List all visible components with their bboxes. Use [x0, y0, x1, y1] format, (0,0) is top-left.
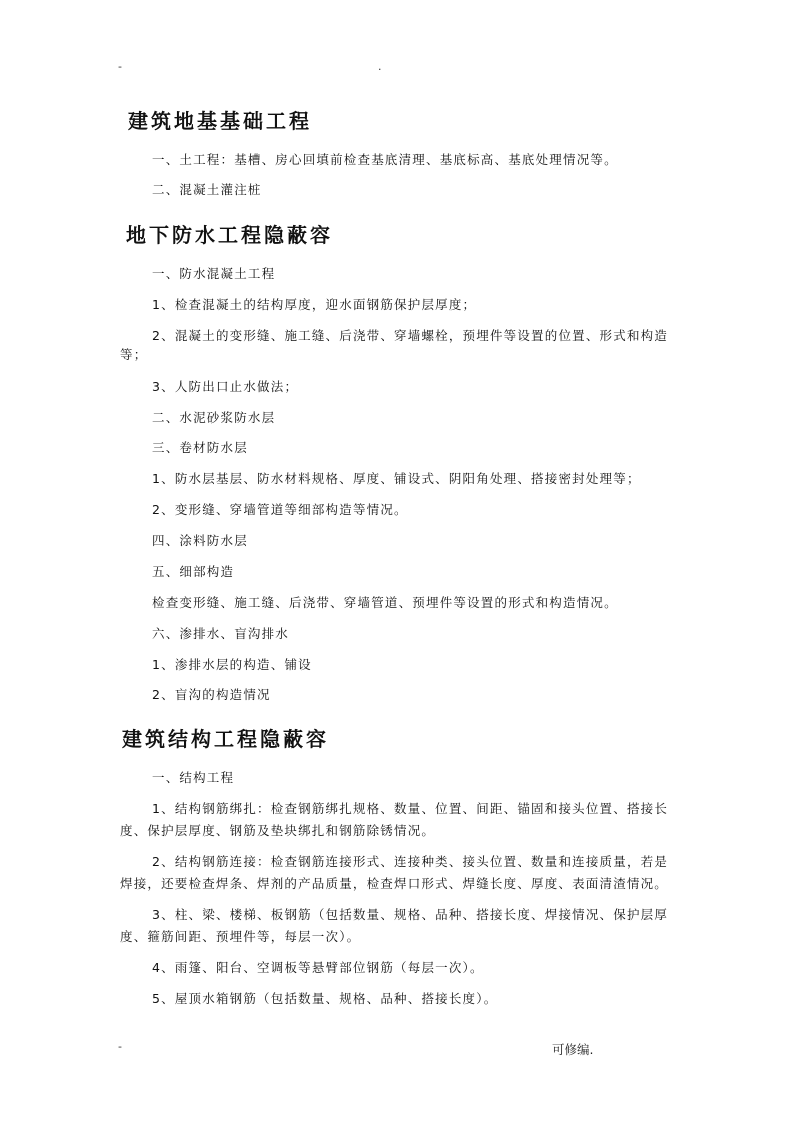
paragraph-line: 1、渗排水层的构造、铺设: [152, 657, 312, 672]
paragraph-line: 1、结构钢筋绑扎：检查钢筋绑扎规格、数量、位置、间距、锚固和接头位置、搭接长: [152, 801, 669, 816]
paragraph-line: 度、箍筋间距、预埋件等，每层一次）。: [120, 929, 361, 944]
header-left-mark: -: [118, 60, 122, 73]
paragraph-line: 四、涂料防水层: [152, 533, 248, 548]
paragraph-line: 1、检查混凝土的结构厚度，迎水面钢筋保护层厚度；: [152, 297, 477, 312]
paragraph-line: 度、保护层厚度、钢筋及垫块绑扎和钢筋除锈情况。: [120, 823, 436, 838]
paragraph-line: 3、人防出口止水做法；: [152, 379, 299, 394]
paragraph-line: 一、土工程：基槽、房心回填前检查基底清理、基底标高、基底处理情况等。: [152, 152, 618, 167]
paragraph-line: 2、结构钢筋连接：检查钢筋连接形式、连接种类、接头位置、数量和连接质量，若是: [152, 854, 669, 869]
paragraph-line: 五、细部构造: [152, 564, 235, 579]
header-center-mark: .: [378, 60, 382, 73]
paragraph-line: 检查变形缝、施工缝、后浇带、穿墙管道、预埋件等设置的形式和构造情况。: [152, 595, 618, 610]
section-heading: 建筑地基基础工程: [128, 109, 312, 133]
paragraph-line: 4、雨篷、阳台、空调板等悬臂部位钢筋（每层一次）。: [152, 960, 484, 975]
section-heading: 地下防水工程隐蔽容: [126, 223, 333, 247]
paragraph-line: 一、防水混凝土工程: [152, 266, 276, 281]
section-heading: 建筑结构工程隐蔽容: [122, 727, 329, 751]
paragraph-line: 等；: [120, 347, 148, 362]
paragraph-line: 2、混凝土的变形缝、施工缝、后浇带、穿墙螺栓，预埋件等设置的位置、形式和构造: [152, 328, 669, 343]
paragraph-line: 焊接，还要检查焊条、焊剂的产品质量，检查焊口形式、焊缝长度、厚度、表面清渣情况。: [120, 876, 669, 891]
paragraph-line: 3、柱、梁、楼梯、板钢筋（包括数量、规格、品种、搭接长度、焊接情况、保护层厚: [152, 907, 669, 922]
paragraph-line: 2、盲沟的构造情况: [152, 687, 271, 702]
paragraph-line: 1、防水层基层、防水材料规格、厚度、铺设式、阴阳角处理、搭接密封处理等；: [152, 471, 641, 486]
paragraph-line: 5、屋顶水箱钢筋（包括数量、规格、品种、搭接长度）。: [152, 991, 498, 1006]
paragraph-line: 2、变形缝、穿墙管道等细部构造等情况。: [152, 502, 408, 517]
paragraph-line: 六、渗排水、盲沟排水: [152, 626, 290, 641]
footer-left-mark: -: [118, 1040, 122, 1053]
paragraph-line: 二、水泥砂浆防水层: [152, 410, 276, 425]
paragraph-line: 二、混凝土灌注桩: [152, 182, 262, 197]
paragraph-line: 一、结构工程: [152, 770, 235, 785]
footer-text: 可修编.: [552, 1042, 594, 1057]
paragraph-line: 三、卷材防水层: [152, 440, 248, 455]
